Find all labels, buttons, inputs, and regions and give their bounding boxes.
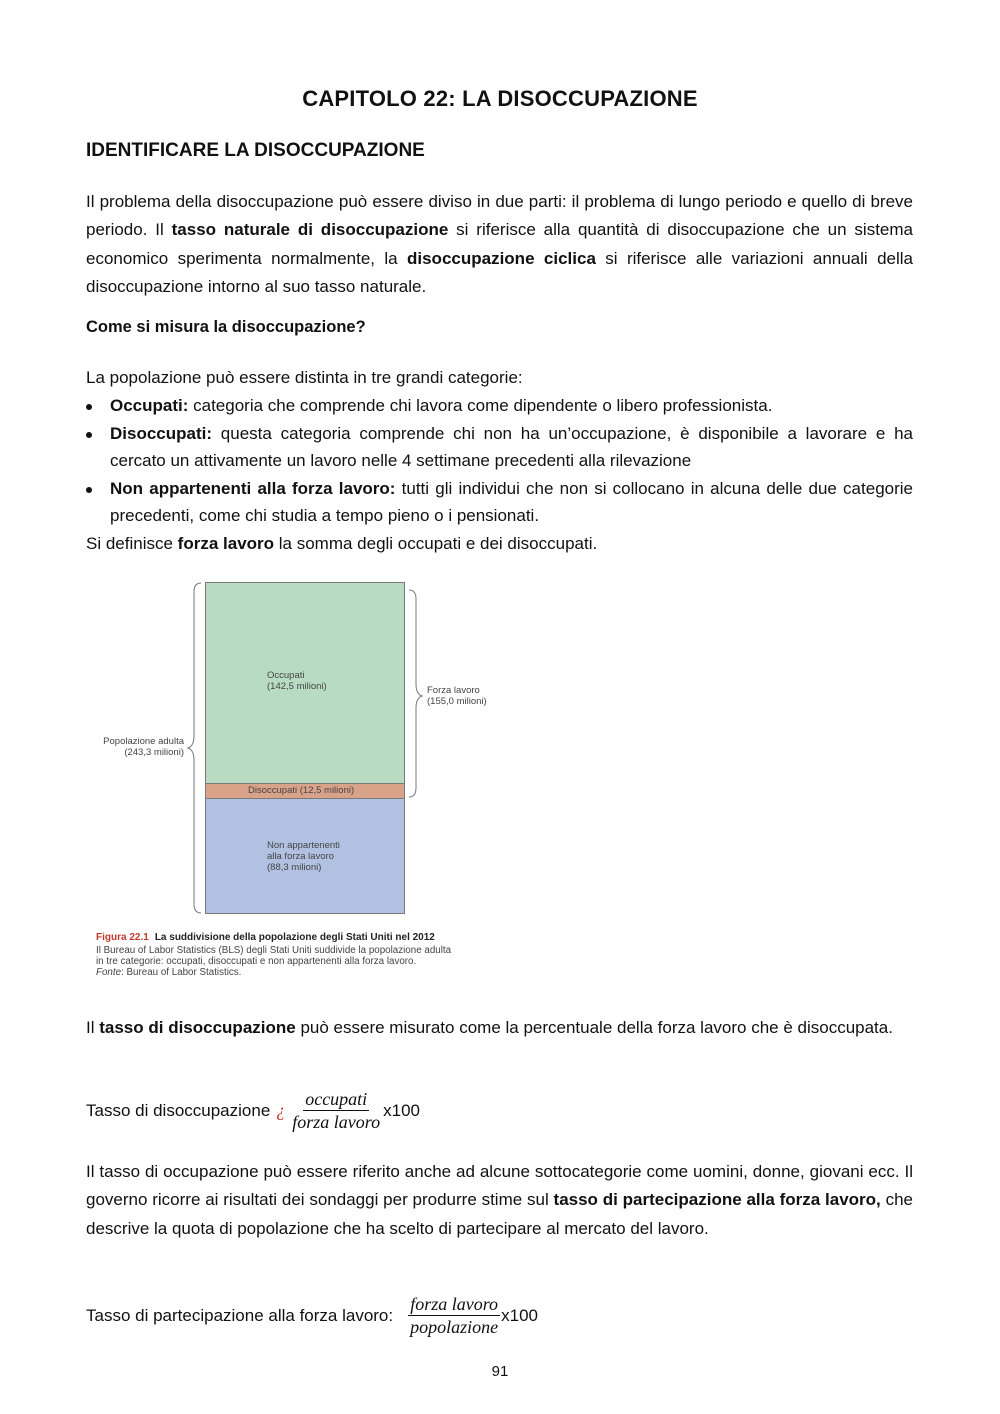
list-item-term: Disoccupati: [110, 423, 213, 443]
label-non-appartenenti [267, 840, 340, 873]
figure-number: Figura 22.1 [96, 932, 149, 943]
partecipazione-paragraph [86, 1158, 913, 1243]
caption-line-1: Il Bureau of Labor Statistics (BLS) degli Stati Uniti suddivide la popolazione adulta [96, 945, 452, 956]
label-non-line3: (88,3 milioni) [267, 862, 322, 873]
formula-disoccupazione [86, 1088, 420, 1133]
label-forza-lavoro [427, 685, 487, 707]
intro-text-2: si riferisce alla quantità di disoccupazione che un sistema economico sperimenta normalmente, la [86, 220, 913, 268]
label-non-line1: Non appartenenti [267, 840, 340, 851]
caption-source [96, 967, 516, 978]
intro-text-3: si riferisce alle variazioni annuali della disoccupazione intorno al suo tasso naturale. [86, 248, 913, 297]
intro-text-1: Il problema della disoccupazione può essere diviso in due parti: il problema di lungo periodo e quello di breve periodo. Il [86, 192, 913, 240]
formula1-sign: ¿ [276, 1100, 286, 1120]
tasso-definition [86, 1014, 913, 1042]
intro-bold-2: disoccupazione ciclica [407, 248, 596, 268]
bullet-icon [86, 432, 92, 438]
forza-text-2: la somma degli occupati e dei disoccupati. [274, 534, 598, 553]
chapter-title: CAPITOLO 22: LA DISOCCUPAZIONE [302, 86, 698, 111]
label-popolazione-adulta [96, 736, 184, 758]
part-bold: tasso di partecipazione alla forza lavoro, [553, 1190, 881, 1210]
left-brace [188, 583, 201, 913]
intro-bold-1: tasso naturale di disoccupazione [171, 220, 449, 240]
formula1-numerator: occupati [305, 1089, 368, 1109]
label-non-line2: alla forza lavoro [267, 851, 335, 862]
categories-intro: La popolazione può essere distinta in tre grandi categorie: [86, 368, 523, 387]
list-item-term: Non appartenenti alla forza lavoro: [110, 478, 396, 498]
intro-paragraph [86, 188, 913, 302]
formula2-label: Tasso di partecipazione alla forza lavoro: [86, 1305, 394, 1325]
formula-partecipazione [86, 1293, 538, 1338]
caption-source-label: Fonte [96, 967, 122, 978]
forza-bold: forza lavoro [177, 534, 275, 553]
formula1-denominator: forza lavoro [292, 1112, 381, 1132]
list-item-occupati [86, 392, 913, 420]
label-pop-value: (243,3 milioni) [124, 747, 184, 758]
list-item-non-appartenenti [86, 475, 913, 530]
formula2-fraction [408, 1293, 500, 1338]
label-forza-value: (155,0 milioni) [427, 696, 487, 707]
formula1-fraction [290, 1088, 382, 1133]
label-occupati-value: (142,5 milioni) [267, 681, 327, 692]
figure-caption-title [96, 932, 435, 943]
population-figure [90, 578, 520, 988]
part-text-2: che descrive la quota di popolazione che ha scelto di partecipare al mercato del lavoro. [86, 1190, 913, 1238]
label-disoccupati: Disoccupati (12,5 milioni) [248, 785, 355, 796]
list-item-disoccupati [86, 420, 913, 475]
page-number: 91 [491, 1363, 509, 1380]
list-item-text: questa categoria comprende chi non ha un’occupazione, è disponibile a lavorare e ha cercato un attivamente un lavoro nelle 4 settimane precedenti alla rilevazione [110, 423, 913, 470]
forza-lavoro-definition [86, 530, 913, 558]
label-pop-name: Popolazione adulta [103, 736, 184, 747]
formula1-suffix: x100 [383, 1100, 420, 1120]
subheading-measure: Come si misura la disoccupazione? [86, 318, 366, 336]
formula2-numerator: forza lavoro [410, 1294, 499, 1314]
section-title: IDENTIFICARE LA DISOCCUPAZIONE [86, 140, 425, 161]
bullet-icon [86, 404, 92, 410]
list-item-text: tutti gli individui che non si collocano in alcuna delle due categorie precedenti, come chi studia a tempo pieno o i pensionati. [110, 478, 913, 525]
figure-title: La suddivisione della popolazione degli Stati Uniti nel 2012 [154, 932, 435, 943]
right-brace [409, 590, 422, 797]
list-item-term: Occupati: [110, 396, 189, 415]
tasso-bold: tasso di disoccupazione [99, 1018, 296, 1037]
tasso-text-2: può essere misurato come la percentuale della forza lavoro che è disoccupata. [295, 1018, 893, 1037]
caption-line-2: in tre categorie: occupati, disoccupati e non appartenenti alla forza lavoro. [96, 956, 417, 967]
categories-list [86, 392, 913, 530]
tasso-text-1: Il [86, 1018, 100, 1037]
label-occupati-name: Occupati [267, 670, 305, 681]
formula1-label: Tasso di disoccupazione [86, 1100, 271, 1120]
forza-text-1: Si definisce [86, 534, 178, 553]
figure-caption-text [96, 945, 516, 978]
formula2-denominator: popolazione [410, 1317, 499, 1337]
formula2-suffix: x100 [501, 1305, 538, 1325]
list-item-text: categoria che comprende chi lavora come dipendente o libero professionista. [188, 396, 773, 415]
label-occupati [267, 670, 327, 692]
label-forza-name: Forza lavoro [427, 685, 480, 696]
bullet-icon [86, 487, 92, 493]
part-text-1: Il tasso di occupazione può essere riferito anche ad alcune sottocategorie come uomini, donne, giovani ecc. Il governo ricorre ai risultati dei sondaggi per produrre stime sul [86, 1162, 913, 1210]
caption-source-text: : Bureau of Labor Statistics. [121, 967, 242, 978]
